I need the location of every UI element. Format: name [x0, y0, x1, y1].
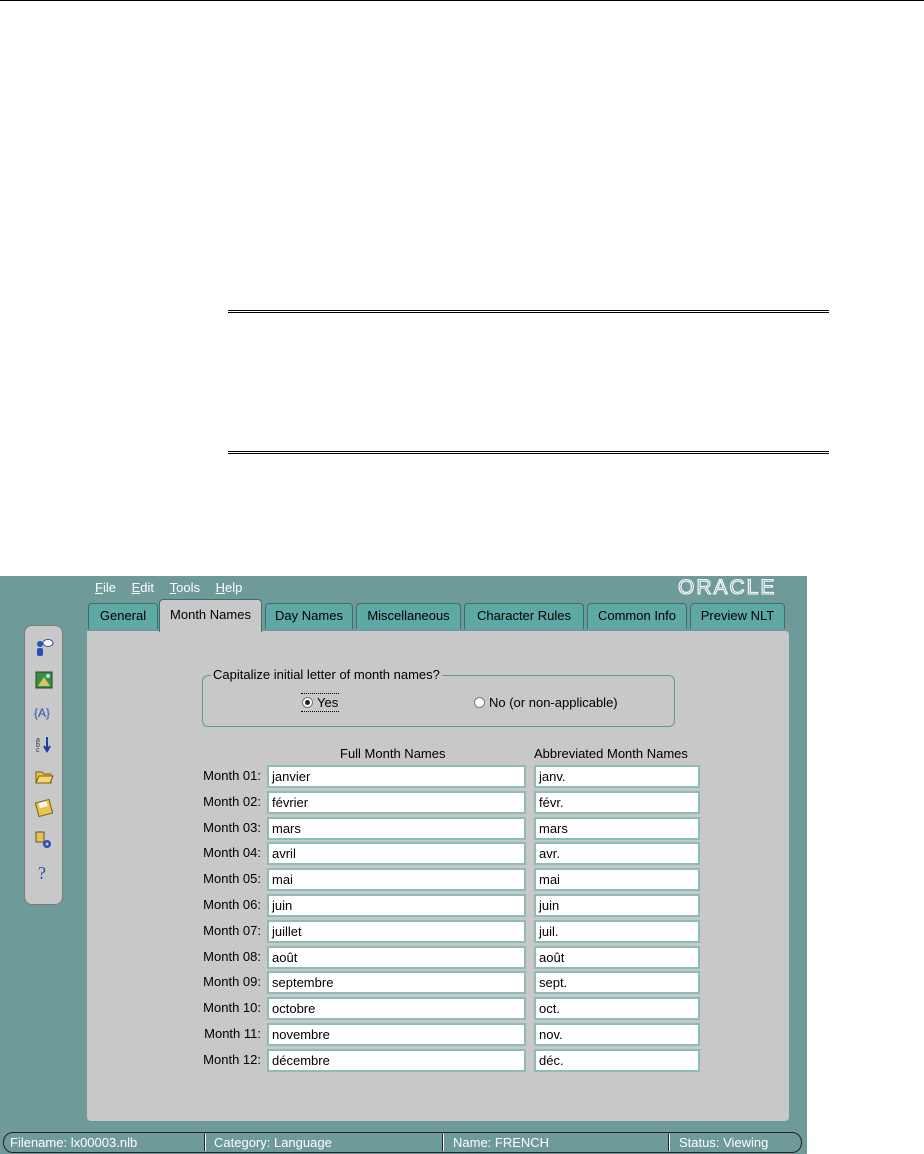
tab-preview-nlt[interactable]: Preview NLT [690, 603, 785, 629]
open-folder-icon[interactable] [34, 766, 54, 786]
month-label: Month 09: [203, 974, 261, 989]
menu-help[interactable]: Help [215, 580, 243, 595]
status-divider [204, 1134, 206, 1151]
status-category: Category: Language [214, 1135, 332, 1150]
save-disk-icon[interactable] [34, 798, 54, 818]
abbreviated-month-name-field[interactable]: janv. [534, 765, 700, 788]
full-month-name-field[interactable]: février [267, 791, 526, 814]
month-label: Month 10: [203, 1000, 261, 1015]
radio-no[interactable] [474, 695, 618, 710]
abbreviated-month-names-header: Abbreviated Month Names [534, 746, 688, 761]
full-month-name-field[interactable]: avril [267, 842, 526, 865]
oracle-logo [676, 576, 791, 598]
abbreviated-month-name-field[interactable]: sept. [534, 971, 700, 994]
abbreviated-month-name-field[interactable]: déc. [534, 1049, 700, 1072]
radio-yes[interactable] [301, 693, 339, 712]
svg-text:ORACLE: ORACLE [678, 576, 777, 598]
abbreviated-month-name-field[interactable]: août [534, 946, 700, 969]
abbreviated-month-name-field[interactable]: avr. [534, 842, 700, 865]
vertical-toolbar [24, 625, 63, 905]
full-month-name-field[interactable]: juillet [267, 920, 526, 943]
month-label: Month 06: [203, 897, 261, 912]
capitalize-group [202, 667, 675, 727]
abbreviated-month-name-field[interactable]: févr. [534, 791, 700, 814]
tab-common-info[interactable]: Common Info [587, 603, 687, 629]
page-top-rule [0, 0, 924, 1]
settings-gear-icon[interactable] [34, 830, 54, 850]
month-label: Month 07: [203, 923, 261, 938]
radio-no-label: No (or non-applicable) [489, 695, 618, 710]
full-month-name-field[interactable]: mai [267, 868, 526, 891]
status-filename: Filename: lx00003.nlb [10, 1135, 138, 1150]
status-name: Name: FRENCH [453, 1135, 550, 1150]
status-status: Status: Viewing [679, 1135, 769, 1150]
abbreviated-month-name-field[interactable]: juin [534, 894, 700, 917]
month-label: Month 12: [203, 1052, 261, 1067]
tab-day-names[interactable]: Day Names [265, 603, 353, 629]
help-question-icon[interactable] [34, 862, 54, 882]
full-month-name-field[interactable]: août [267, 946, 526, 969]
tab-general[interactable]: General [88, 603, 158, 629]
status-bar [3, 1132, 802, 1153]
locale-builder-window [0, 576, 807, 1154]
full-month-names-header: Full Month Names [340, 746, 446, 761]
menu-tools[interactable]: Tools [169, 580, 200, 595]
svg-text:c: c [36, 747, 40, 754]
tab-character-rules[interactable]: Character Rules [464, 603, 584, 629]
month-names-panel [87, 631, 789, 1121]
menu-file[interactable]: File [95, 580, 116, 595]
variable-braces-icon[interactable] [34, 702, 54, 722]
tab-month-names[interactable]: Month Names [159, 599, 262, 632]
full-month-name-field[interactable]: juin [267, 894, 526, 917]
month-label: Month 04: [203, 845, 261, 860]
radio-no-button[interactable] [474, 697, 485, 708]
status-divider [442, 1134, 444, 1151]
month-label: Month 11: [204, 1026, 261, 1041]
svg-text:b: b [36, 742, 40, 749]
user-info-icon[interactable] [34, 638, 54, 658]
radio-yes-focus [301, 693, 339, 712]
radio-yes-button[interactable] [302, 697, 313, 708]
note-top-rule [228, 310, 829, 313]
abbreviated-month-name-field[interactable]: mai [534, 868, 700, 891]
abbreviated-month-name-field[interactable]: nov. [534, 1023, 700, 1046]
menu-edit[interactable]: Edit [131, 580, 154, 595]
month-label: Month 02: [203, 794, 261, 809]
full-month-name-field[interactable]: janvier [267, 765, 526, 788]
full-month-name-field[interactable]: novembre [267, 1023, 526, 1046]
month-label: Month 03: [203, 820, 261, 835]
abbreviated-month-name-field[interactable]: oct. [534, 997, 700, 1020]
menu-bar [95, 580, 254, 598]
radio-yes-label: Yes [317, 695, 339, 710]
full-month-name-field[interactable]: octobre [267, 997, 526, 1020]
abbreviated-month-name-field[interactable]: mars [534, 817, 700, 840]
month-label: Month 01: [203, 768, 261, 783]
abbreviated-month-name-field[interactable]: juil. [534, 920, 700, 943]
svg-text:{A}: {A} [34, 706, 51, 720]
note-bottom-rule [228, 451, 829, 454]
full-month-name-field[interactable]: septembre [267, 971, 526, 994]
month-label: Month 08: [203, 949, 261, 964]
capitalize-legend: Capitalize initial letter of month names? [213, 667, 440, 682]
image-icon[interactable] [34, 670, 54, 690]
full-month-name-field[interactable]: décembre [267, 1049, 526, 1072]
month-label: Month 05: [203, 871, 261, 886]
svg-text:?: ? [38, 863, 46, 882]
sort-icon[interactable] [34, 734, 54, 754]
tab-miscellaneous[interactable]: Miscellaneous [356, 603, 461, 629]
full-month-name-field[interactable]: mars [267, 817, 526, 840]
svg-text:a: a [36, 737, 40, 744]
status-divider [668, 1134, 670, 1151]
